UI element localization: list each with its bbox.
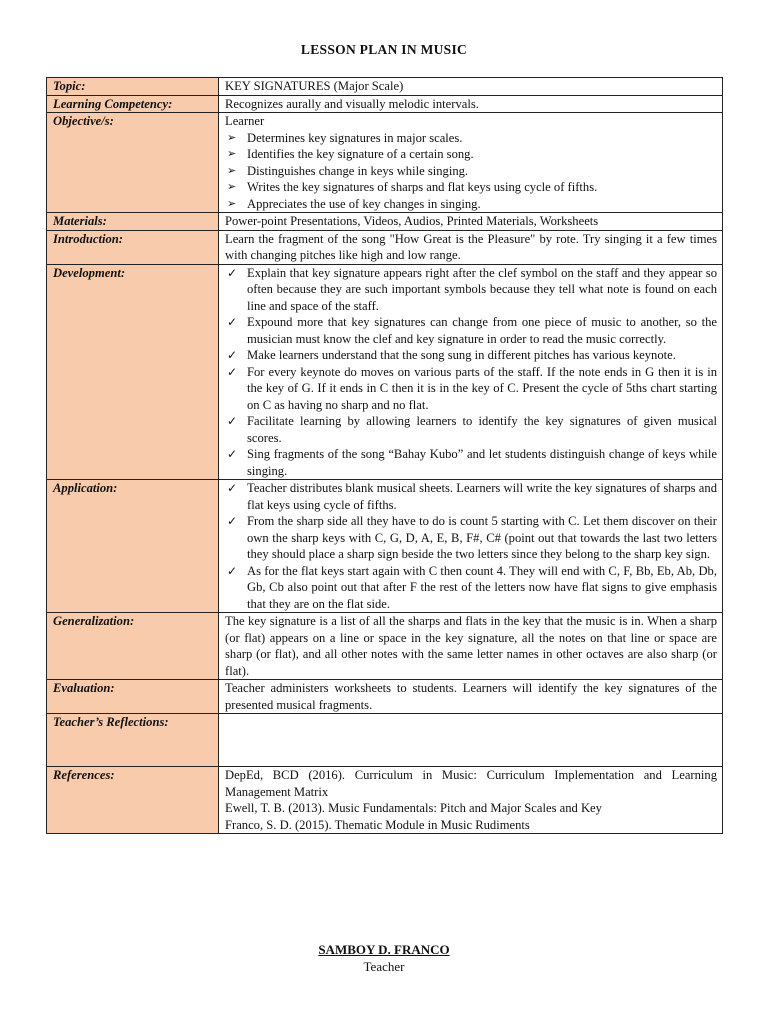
evaluation-label: Evaluation: [47, 680, 219, 714]
reflections-label: Teacher’s Reflections: [47, 714, 219, 767]
materials-label: Materials: [47, 213, 219, 231]
teacher-role: Teacher [363, 959, 405, 974]
topic-label: Topic: [47, 78, 219, 96]
objectives-value [219, 113, 723, 213]
row-references [47, 767, 723, 834]
reference-item: DepEd, BCD (2016). Curriculum in Music: Curriculum Implementation and Learning Management Matrix [225, 768, 717, 799]
row-competency [47, 95, 723, 113]
development-label: Development: [47, 264, 219, 480]
application-item: ✓ Teacher distributes blank musical sheets. Learners will write the key signatures of sharps and flat keys using cycle of fifths. [225, 480, 717, 513]
row-application [47, 480, 723, 613]
development-item: ✓ For every keynote do moves on various parts of the staff. If the note ends in G then it is in the key of G. If it ends in C then it is in the key of C. Present the cycle of 5ths chart starting on C as having no sharp and no flat. [225, 364, 717, 414]
objective-item: ➢ Distinguishes change in keys while singing. [225, 163, 717, 180]
competency-value: Recognizes aurally and visually melodic intervals. [219, 95, 723, 113]
row-generalization [47, 613, 723, 680]
competency-label: Learning Competency: [47, 95, 219, 113]
development-value [219, 264, 723, 480]
row-materials [47, 213, 723, 231]
topic-value: KEY SIGNATURES (Major Scale) [219, 78, 723, 96]
development-list [225, 265, 717, 480]
development-item: ✓ Sing fragments of the song “Bahay Kubo” and let students distinguish change of keys while singing. [225, 446, 717, 479]
objectives-intro: Learner [225, 114, 265, 128]
materials-value: Power-point Presentations, Videos, Audios, Printed Materials, Worksheets [219, 213, 723, 231]
references-value [219, 767, 723, 834]
document-title: LESSON PLAN IN MUSIC [300, 42, 468, 57]
reference-item: Franco, S. D. (2015). Thematic Module in Music Rudiments [225, 817, 530, 832]
objective-item: ➢ Identifies the key signature of a certain song. [225, 146, 717, 163]
row-reflections [47, 714, 723, 767]
row-evaluation [47, 680, 723, 714]
teacher-name: SAMBOY D. FRANCO [318, 942, 450, 957]
row-topic [47, 78, 723, 96]
application-value [219, 480, 723, 613]
application-item: ✓ As for the flat keys start again with C then count 4. They will end with C, F, Bb, Eb, Ab, Db, Gb, Cb also point out that after F the rest of the letters now have flat signs to give emphasis that they are on the flat side. [225, 563, 717, 613]
development-item: ✓ Expound more that key signatures can change from one piece of music to another, so the musician must know the clef and key signature in order to read the music correctly. [225, 314, 717, 347]
row-objectives [47, 113, 723, 213]
references-label: References: [47, 767, 219, 834]
reference-item: Ewell, T. B. (2013). Music Fundamentals: Pitch and Major Scales and Key [225, 801, 602, 815]
application-label: Application: [47, 480, 219, 613]
row-development [47, 264, 723, 480]
objectives-label: Objective/s: [47, 113, 219, 213]
lesson-plan-table [46, 77, 723, 834]
introduction-value: Learn the fragment of the song "How Great is the Pleasure" by rote. Try singing it a few times with changing pitches like high and low range. [219, 230, 723, 264]
reflections-value [219, 714, 723, 767]
introduction-label: Introduction: [47, 230, 219, 264]
development-item: ✓ Facilitate learning by allowing learners to identify the key signatures of given musical scores. [225, 413, 717, 446]
development-item: ✓ Make learners understand that the song sung in different pitches has various keynote. [225, 347, 717, 364]
objectives-list [225, 130, 717, 213]
generalization-label: Generalization: [47, 613, 219, 680]
application-list [225, 480, 717, 612]
application-item: ✓ From the sharp side all they have to do is count 5 starting with C. Let them discover on their own the sharp keys with C, G, D, A, E, B, F#, C# (point out that towards the last two letters they should place a sharp sign beside the two letters since they belong to the sharp key sign. [225, 513, 717, 563]
objective-item: ➢ Determines key signatures in major scales. [225, 130, 717, 147]
objective-item: ➢ Writes the key signatures of sharps and flat keys using cycle of fifths. [225, 179, 717, 196]
generalization-value: The key signature is a list of all the sharps and flats in the key that the music is in. When a sharp (or flat) appears on a line or space in the key signature, all the notes on that line or space are sharp (or flat), and all other notes with the same letter names in other octaves are also sharp (or flat). [219, 613, 723, 680]
row-introduction [47, 230, 723, 264]
evaluation-value: Teacher administers worksheets to students. Learners will identify the key signatures of the presented musical fragments. [219, 680, 723, 714]
development-item: ✓ Explain that key signature appears right after the clef symbol on the staff and they appear so often because they are such important symbols because they tell what note is found on each line and space of the staff. [225, 265, 717, 315]
signature-block [0, 941, 768, 975]
objective-item: ➢ Appreciates the use of key changes in singing. [225, 196, 717, 213]
